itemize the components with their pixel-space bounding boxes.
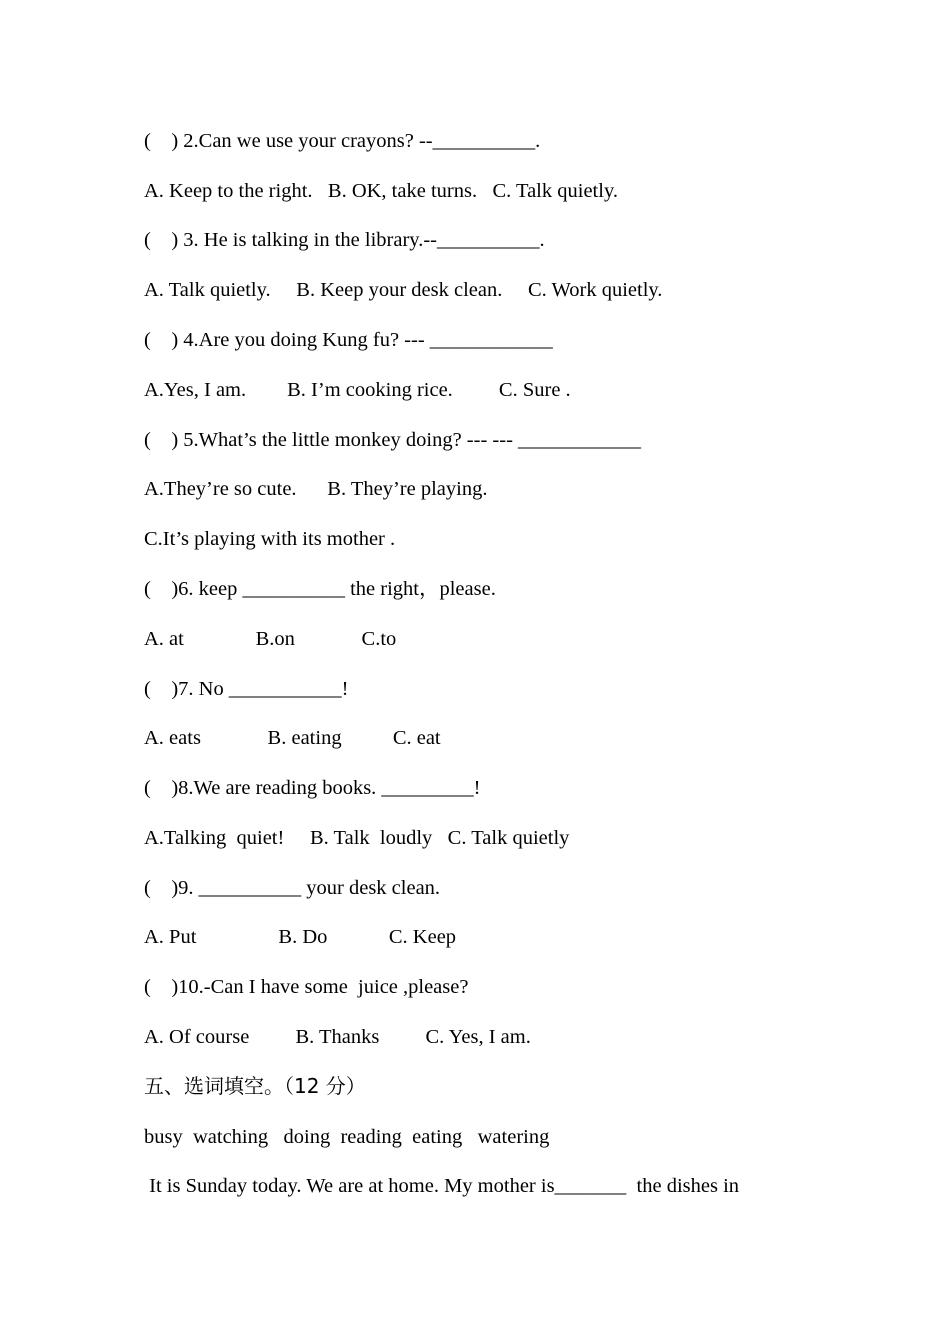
question-5-option-c: C.It’s playing with its mother . bbox=[144, 528, 396, 550]
question-3: ( ) 3. He is talking in the library.--__________. bbox=[144, 229, 545, 251]
word-bank: busy watching doing reading eating watering bbox=[144, 1126, 550, 1148]
question-5: ( ) 5.What’s the little monkey doing? --- --- ____________ bbox=[144, 429, 642, 451]
question-7-options: A. eats B. eating C. eat bbox=[144, 727, 441, 749]
question-10: ( )10.-Can I have some juice ,please? bbox=[144, 976, 469, 998]
question-3-options: A. Talk quietly. B. Keep your desk clean. C. Work quietly. bbox=[144, 279, 663, 301]
question-6: ( )6. keep __________ the right，please. bbox=[144, 578, 496, 600]
question-8-options: A.Talking quiet! B. Talk loudly C. Talk quietly bbox=[144, 827, 570, 849]
section-5-heading: 五、选词填空。（12 分） bbox=[144, 1074, 366, 1098]
question-2-options: A. Keep to the right. B. OK, take turns. C. Talk quietly. bbox=[144, 180, 618, 202]
question-10-options: A. Of course B. Thanks C. Yes, I am. bbox=[144, 1026, 531, 1048]
question-5-options-ab: A.They’re so cute. B. They’re playing. bbox=[144, 478, 488, 500]
question-7: ( )7. No ___________! bbox=[144, 678, 349, 700]
passage-line-1: It is Sunday today. We are at home. My mother is_______ the dishes in bbox=[144, 1175, 740, 1197]
question-4: ( ) 4.Are you doing Kung fu? --- ____________ bbox=[144, 329, 553, 351]
question-2: ( ) 2.Can we use your crayons? --__________. bbox=[144, 130, 541, 152]
question-4-options: A.Yes, I am. B. I’m cooking rice. C. Sure . bbox=[144, 379, 571, 401]
question-6-options: A. at B.on C.to bbox=[144, 628, 397, 650]
question-9: ( )9. __________ your desk clean. bbox=[144, 877, 441, 899]
question-8: ( )8.We are reading books. _________! bbox=[144, 777, 481, 799]
question-9-options: A. Put B. Do C. Keep bbox=[144, 926, 457, 948]
